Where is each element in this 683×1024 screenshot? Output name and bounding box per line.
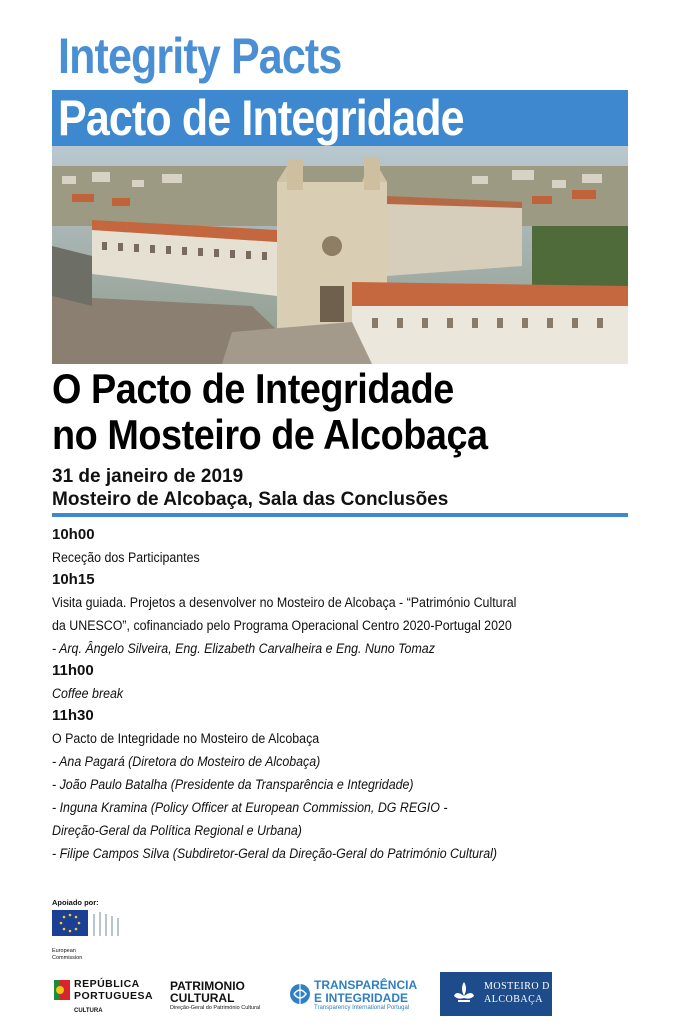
agenda-speaker: - Ana Pagará (Diretora do Mosteiro de Alcobaça) bbox=[52, 754, 321, 769]
rp-line2: PORTUGUESA bbox=[74, 990, 154, 1002]
monastery-photo bbox=[52, 146, 628, 364]
eu-label-line2: Commission bbox=[52, 955, 83, 961]
agenda-speaker: Direção-Geral da Política Regional e Urbana) bbox=[52, 823, 302, 838]
supported-by-label: Apoiado por: bbox=[52, 898, 99, 907]
rp-line3: CULTURA bbox=[74, 1008, 103, 1014]
agenda-speaker: - Filipe Campos Silva (Subdiretor-Geral da Direção-Geral do Património Cultural) bbox=[52, 846, 497, 861]
eu-label-line1: European bbox=[52, 948, 76, 954]
transparencia-integridade-logo bbox=[288, 976, 418, 1016]
agenda-time: 11h00 bbox=[52, 662, 94, 679]
pc-line2: CULTURAL bbox=[170, 991, 235, 1005]
republica-portuguesa-logo bbox=[52, 974, 162, 1014]
agenda bbox=[52, 524, 628, 865]
globe-icon bbox=[288, 982, 312, 1006]
european-commission-logo bbox=[52, 910, 134, 966]
agenda-item: Visita guiada. Projetos a desenvolver no Mosteiro de Alcobaça - “Património Cultural bbox=[52, 595, 517, 610]
agenda-item: O Pacto de Integridade no Mosteiro de Alcobaça bbox=[52, 731, 320, 746]
sponsor-logos bbox=[52, 972, 628, 1016]
ti-line2: E INTEGRIDADE bbox=[314, 991, 409, 1005]
ma-line2: ALCOBAÇA bbox=[484, 994, 544, 1005]
agenda-item: da UNESCO”, cofinanciado pelo Programa Operacional Centro 2020-Portugal 2020 bbox=[52, 618, 512, 633]
fleur-de-lis-icon bbox=[450, 980, 478, 1008]
agenda-item: Coffee break bbox=[52, 686, 124, 701]
pc-line3: Direção-Geral do Património Cultural bbox=[170, 1005, 261, 1011]
title-pacto-de-integridade: Pacto de Integridade bbox=[58, 90, 464, 146]
monastery-illustration-icon bbox=[52, 146, 628, 364]
agenda-time: 11h30 bbox=[52, 707, 94, 724]
event-date: 31 de janeiro de 2019 bbox=[52, 466, 244, 487]
ti-line3: Transparency International Portugal bbox=[314, 1005, 410, 1011]
title-integrity-pacts: Integrity Pacts bbox=[58, 28, 342, 84]
agenda-time: 10h00 bbox=[52, 526, 95, 543]
ma-line1: MOSTEIRO D bbox=[484, 981, 550, 992]
mosteiro-alcobaca-logo bbox=[440, 972, 552, 1016]
pc-line1: PATRIMONIO bbox=[170, 979, 245, 993]
agenda-speaker: - Inguna Kramina (Policy Officer at European Commission, DG REGIO - bbox=[52, 800, 448, 815]
rp-line1: REPÚBLICA bbox=[74, 978, 140, 990]
portugal-emblem-icon bbox=[52, 976, 72, 1006]
agenda-speaker: - João Paulo Batalha (Presidente da Transparência e Integridade) bbox=[52, 777, 414, 792]
event-title-line2: no Mosteiro de Alcobaça bbox=[52, 411, 488, 458]
agenda-time: 10h15 bbox=[52, 571, 95, 588]
section-divider bbox=[52, 513, 628, 517]
event-venue: Mosteiro de Alcobaça, Sala das Conclusões bbox=[52, 489, 449, 510]
ti-line1: TRANSPARÊNCIA bbox=[314, 978, 418, 992]
agenda-speakers: - Arq. Ângelo Silveira, Eng. Elizabeth Carvalheira e Eng. Nuno Tomaz bbox=[52, 641, 435, 656]
patrimonio-cultural-logo bbox=[170, 974, 280, 1014]
agenda-item: Receção dos Participantes bbox=[52, 550, 200, 565]
event-title-line1: O Pacto de Integridade bbox=[52, 365, 454, 412]
